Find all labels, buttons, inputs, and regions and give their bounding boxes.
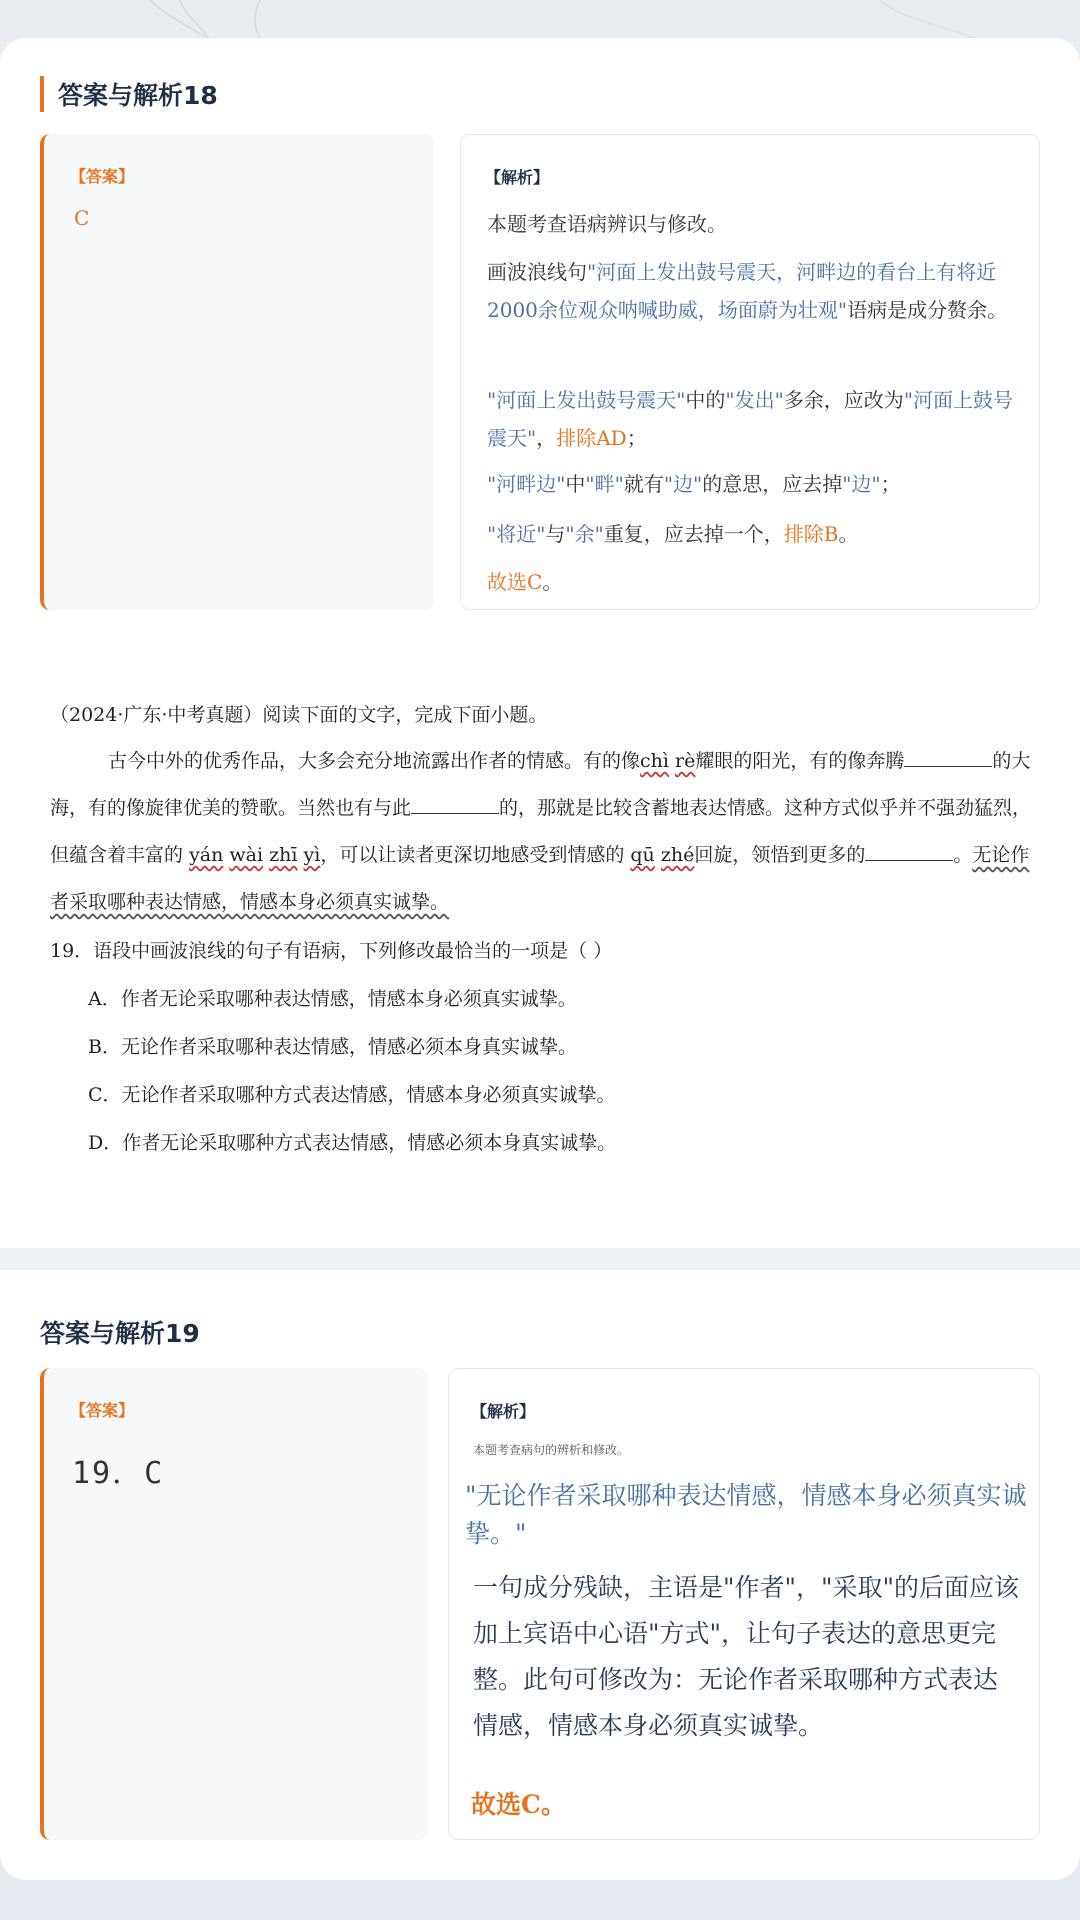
analysis-box-19 bbox=[448, 1368, 1040, 1840]
answer-tag: 【答案】 bbox=[70, 1401, 135, 1420]
option-c[interactable]: C．无论作者采取哪种方式表达情感，情感本身必须真实诚挚。 bbox=[88, 1084, 616, 1106]
analysis-paragraph-2: "河面上发出鼓号震天"中的"发出"多余，应改为"河面上鼓号震天"，排除AD； bbox=[487, 388, 1014, 450]
analysis-paragraph-4: "将近"与"余"重复，应去掉一个，排除B。 bbox=[487, 522, 859, 546]
analysis-paragraph-3: "河畔边"中"畔"就有"边"的意思，应去掉"边"； bbox=[487, 472, 901, 496]
analysis-intro: 本题考查语病辨识与修改。 bbox=[487, 212, 727, 236]
analysis-quote: "无论作者采取哪种表达情感，情感本身必须真实诚挚。" bbox=[465, 1481, 1027, 1548]
reading-passage: 古今中外的优秀作品，大多会充分地流露出作者的情感。有的像chì rè耀眼的阳光，有的像奔腾 的大海，有的像旋律优美的赞歌。当然也有与此 的，那就是比较含蓄地表达情感。这种方式似乎并不强劲猛烈，但蕴含着丰富的 yán wài zhī yì，可以让读者更深切地感受到情感的 qū zhé回旋，领悟到更多的 。无论作者采取哪种表达情感，情感本身必须真实诚挚。 bbox=[50, 738, 1040, 926]
option-a[interactable]: A．作者无论采取哪种表达情感，情感本身必须真实诚挚。 bbox=[88, 988, 577, 1010]
option-b[interactable]: B．无论作者采取哪种表达情感，情感必须本身真实诚挚。 bbox=[88, 1036, 577, 1058]
analysis-tag: 【解析】 bbox=[485, 168, 550, 187]
fill-blank-2[interactable] bbox=[411, 793, 499, 814]
section-title-19: 答案与解析19 bbox=[40, 1319, 200, 1348]
answer-tag: 【答案】 bbox=[70, 167, 135, 186]
analysis-intro: 本题考查病句的辨析和修改。 bbox=[473, 1443, 630, 1457]
analysis-tag: 【解析】 bbox=[471, 1402, 536, 1421]
analysis-conclusion: 故选C。 bbox=[471, 1790, 566, 1819]
analysis-box-18 bbox=[460, 134, 1040, 610]
answer-value: 19．C bbox=[72, 1456, 165, 1491]
option-d[interactable]: D．作者无论采取哪种方式表达情感，情感必须本身真实诚挚。 bbox=[88, 1132, 617, 1154]
answer-box-19 bbox=[40, 1368, 428, 1840]
section-title-18: 答案与解析18 bbox=[40, 76, 218, 112]
fill-blank-1[interactable] bbox=[904, 746, 992, 767]
answer-value: C bbox=[74, 206, 90, 230]
fill-blank-3[interactable] bbox=[865, 840, 953, 861]
analysis-body: 一句成分残缺，主语是"作者"，"采取"的后面应该加上宾语中心语"方式"，让句子表达的意思更完整。此句可修改为：无论作者采取哪种方式表达情感，情感本身必须真实诚挚。 bbox=[473, 1573, 1019, 1740]
question-source: （2024·广东·中考真题）阅读下面的文字，完成下面小题。 bbox=[50, 704, 548, 726]
wavy-sentence: 无论作者采取哪种表达情感，情感本身必须真实诚挚。 bbox=[50, 844, 1030, 913]
answer-box-18 bbox=[40, 134, 434, 610]
analysis-conclusion: 故选C。 bbox=[487, 570, 563, 594]
analysis-paragraph-1: 画波浪线句"河面上发出鼓号震天，河畔边的看台上有将近2000余位观众呐喊助威，场面蔚为壮观"语病是成分赘余。 bbox=[487, 260, 1008, 322]
question-stem: 19．语段中画波浪线的句子有语病，下列修改最恰当的一项是（ ） bbox=[50, 940, 613, 962]
